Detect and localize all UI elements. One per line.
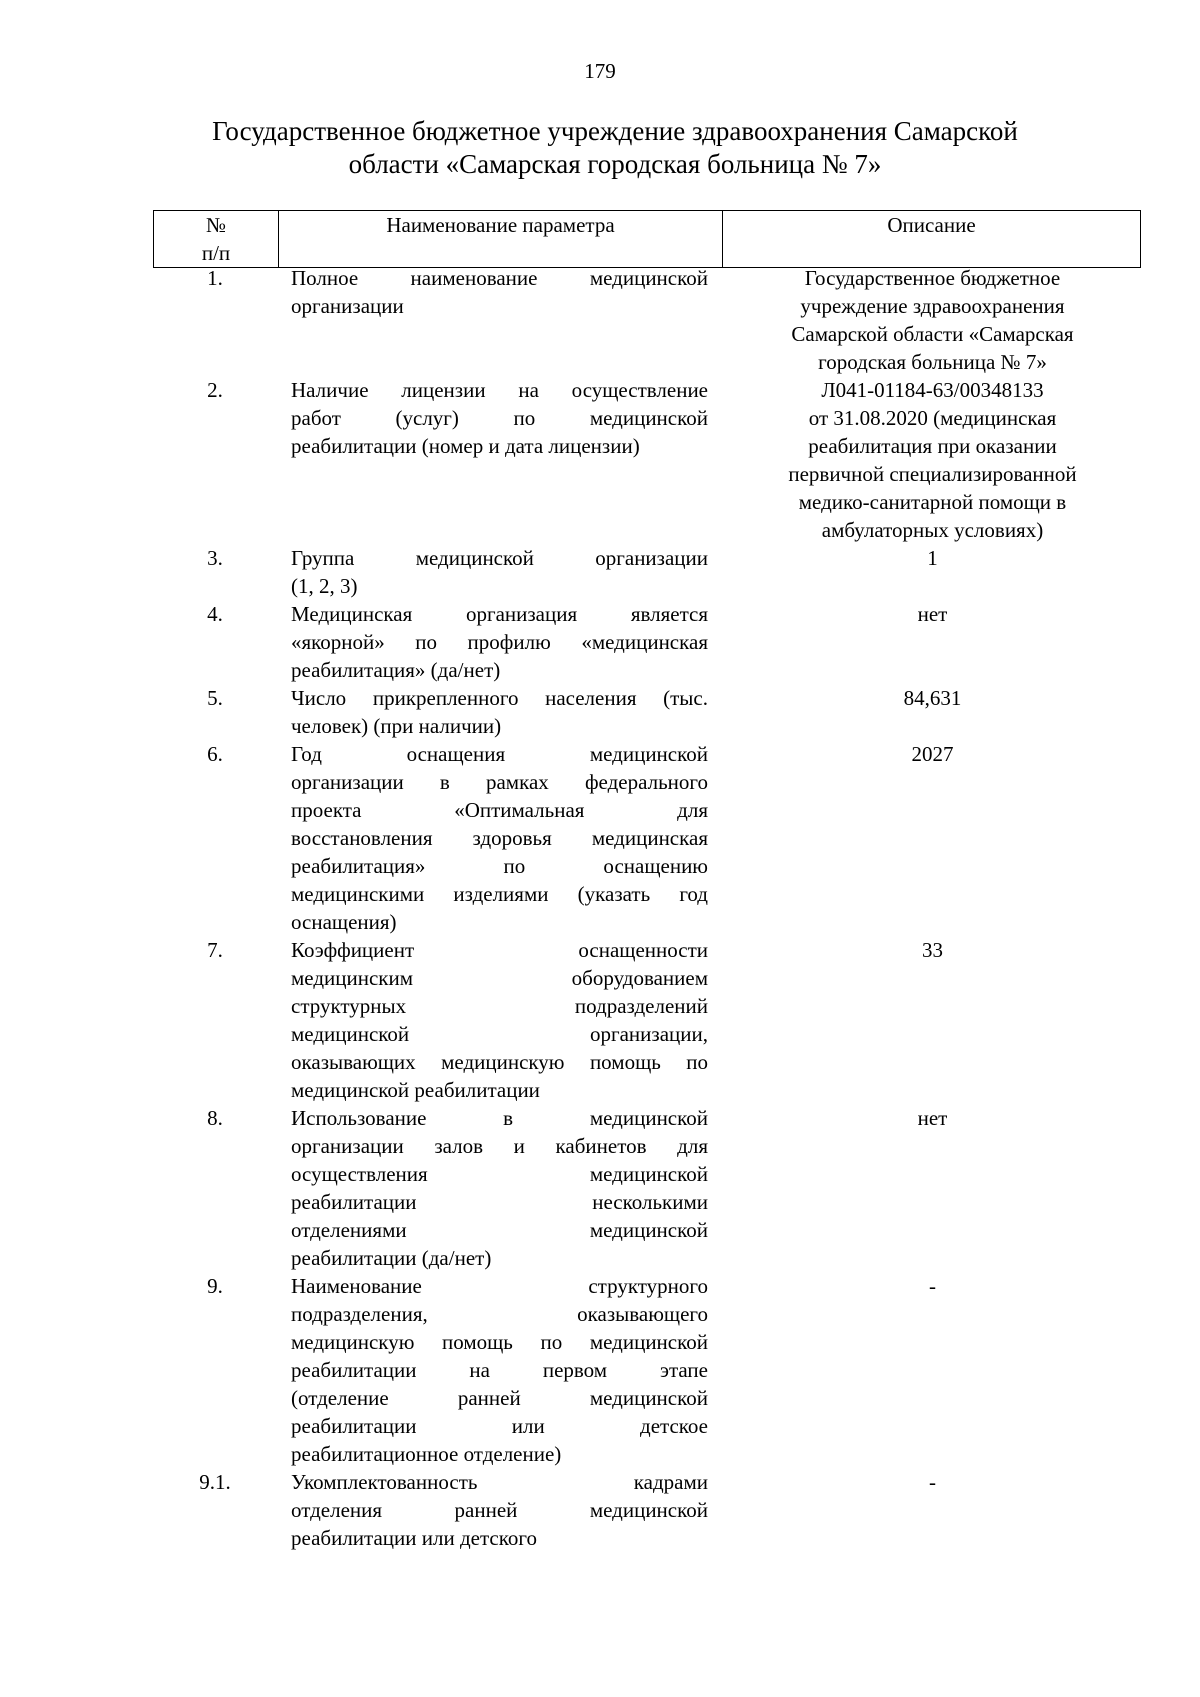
description-line: амбулаторных условиях) <box>821 518 1044 542</box>
parameter-description <box>726 740 1139 936</box>
table-row <box>153 740 1139 936</box>
parameter-description <box>726 264 1139 376</box>
parameter-line: отделения ранней медицинской <box>291 1498 708 1522</box>
description-line: первичной специализированной <box>788 462 1077 486</box>
table-row <box>153 1468 1139 1552</box>
header-number-sign: № <box>205 213 227 237</box>
parameter-line: (отделение ранней медицинской <box>291 1386 708 1410</box>
page-number: 179 <box>584 59 616 83</box>
description-line: - <box>929 1470 936 1494</box>
description-line: реабилитация при оказании <box>808 434 1057 458</box>
row-number: 5. <box>207 686 223 710</box>
parameter-name <box>291 740 708 936</box>
row-number: 8. <box>207 1106 223 1130</box>
parameter-line: Медицинская организация является <box>291 602 708 626</box>
parameter-line: медицинским оборудованием <box>291 966 708 990</box>
parameter-line: медицинской реабилитации <box>291 1078 540 1102</box>
row-number: 9. <box>207 1274 223 1298</box>
parameter-line: «якорной» по профилю «медицинская <box>291 630 708 654</box>
parameter-name <box>291 936 708 1104</box>
parameter-line: Коэффициент оснащенности <box>291 938 708 962</box>
header-number-column <box>154 211 279 268</box>
parameter-line: Использование в медицинской <box>291 1106 708 1130</box>
row-number: 1. <box>207 266 223 290</box>
parameter-line: организации залов и кабинетов для <box>291 1134 708 1158</box>
row-number: 9.1. <box>199 1470 231 1494</box>
table-row <box>153 1272 1139 1468</box>
parameter-name <box>291 684 708 740</box>
description-line: нет <box>917 602 948 626</box>
description-line: - <box>929 1274 936 1298</box>
parameter-line: реабилитации на первом этапе <box>291 1358 708 1382</box>
parameter-line: Наличие лицензии на осуществление <box>291 378 708 402</box>
header-description-column: Описание <box>723 211 1141 268</box>
parameter-line: подразделения, оказывающего <box>291 1302 708 1326</box>
parameter-line: отделениями медицинской <box>291 1218 708 1242</box>
table-row <box>153 376 1139 544</box>
parameter-name <box>291 1272 708 1468</box>
parameter-line: реабилитационное отделение) <box>291 1442 562 1466</box>
parameter-name <box>291 1468 708 1552</box>
parameter-line: проекта «Оптимальная для <box>291 798 708 822</box>
parameter-line: (1, 2, 3) <box>291 574 358 598</box>
parameter-description <box>726 544 1139 600</box>
description-line: Государственное бюджетное <box>804 266 1061 290</box>
table-row <box>153 936 1139 1104</box>
table-row <box>153 1104 1139 1272</box>
parameter-line: осуществления медицинской <box>291 1162 708 1186</box>
parameter-line: оказывающих медицинскую помощь по <box>291 1050 708 1074</box>
parameter-line: реабилитации или детское <box>291 1414 708 1438</box>
parameter-description <box>726 1104 1139 1272</box>
document-title <box>150 115 1080 181</box>
parameter-name <box>291 1104 708 1272</box>
parameter-line: медицинскими изделиями (указать год <box>291 882 708 906</box>
parameter-line: реабилитации (номер и дата лицензии) <box>291 434 640 458</box>
description-line: Л041-01184-63/00348133 <box>821 378 1044 402</box>
row-number: 2. <box>207 378 223 402</box>
table-body <box>153 264 1139 1552</box>
row-number: 4. <box>207 602 223 626</box>
parameter-line: реабилитации или детского <box>291 1526 537 1550</box>
parameter-line: медицинской организации, <box>291 1022 708 1046</box>
parameter-name <box>291 544 708 600</box>
parameter-line: оснащения) <box>291 910 397 934</box>
description-line: 2027 <box>911 742 954 766</box>
row-number: 7. <box>207 938 223 962</box>
table-row <box>153 684 1139 740</box>
table-row <box>153 264 1139 376</box>
parameter-line: Группа медицинской организации <box>291 546 708 570</box>
parameter-line: реабилитации (да/нет) <box>291 1246 492 1270</box>
parameter-name <box>291 264 708 376</box>
parameter-description <box>726 1468 1139 1552</box>
description-line: Самарской области «Самарская <box>791 322 1074 346</box>
parameter-line: Укомплектованность кадрами <box>291 1470 708 1494</box>
parameter-description <box>726 376 1139 544</box>
table-row <box>153 600 1139 684</box>
description-line: медико-санитарной помощи в <box>798 490 1067 514</box>
parameter-line: организации <box>291 294 404 318</box>
description-line: учреждение здравоохранения <box>800 294 1065 318</box>
parameter-line: Год оснащения медицинской <box>291 742 708 766</box>
parameter-name <box>291 600 708 684</box>
description-line: городская больница № 7» <box>818 350 1047 374</box>
parameter-line: реабилитация» (да/нет) <box>291 658 501 682</box>
row-number: 3. <box>207 546 223 570</box>
title-line-1: Государственное бюджетное учреждение здравоохранения Самарской <box>212 116 1018 146</box>
parameter-line: реабилитации несколькими <box>291 1190 708 1214</box>
table-header <box>153 210 1141 268</box>
description-line: 84,631 <box>903 686 962 710</box>
description-line: 1 <box>927 546 938 570</box>
parameter-line: организации в рамках федерального <box>291 770 708 794</box>
parameter-line: Наименование структурного <box>291 1274 708 1298</box>
parameter-line: реабилитация» по оснащению <box>291 854 708 878</box>
parameter-line: структурных подразделений <box>291 994 708 1018</box>
description-line: 33 <box>922 938 943 962</box>
header-parameter-column: Наименование параметра <box>279 211 723 268</box>
parameter-name <box>291 376 708 544</box>
row-number: 6. <box>207 742 223 766</box>
header-pp: п/п <box>201 241 231 265</box>
parameter-line: работ (услуг) по медицинской <box>291 406 708 430</box>
parameter-line: Полное наименование медицинской <box>291 266 708 290</box>
title-line-2: области «Самарская городская больница № 7» <box>348 149 882 179</box>
description-line: нет <box>917 1106 948 1130</box>
parameter-description <box>726 1272 1139 1468</box>
parameter-line: восстановления здоровья медицинская <box>291 826 708 850</box>
parameter-description <box>726 600 1139 684</box>
table-row <box>153 544 1139 600</box>
parameter-line: медицинскую помощь по медицинской <box>291 1330 708 1354</box>
description-line: от 31.08.2020 (медицинская <box>808 406 1057 430</box>
parameter-line: Число прикрепленного населения (тыс. <box>291 686 708 710</box>
parameter-description <box>726 684 1139 740</box>
parameter-description <box>726 936 1139 1104</box>
parameter-line: человек) (при наличии) <box>291 714 502 738</box>
